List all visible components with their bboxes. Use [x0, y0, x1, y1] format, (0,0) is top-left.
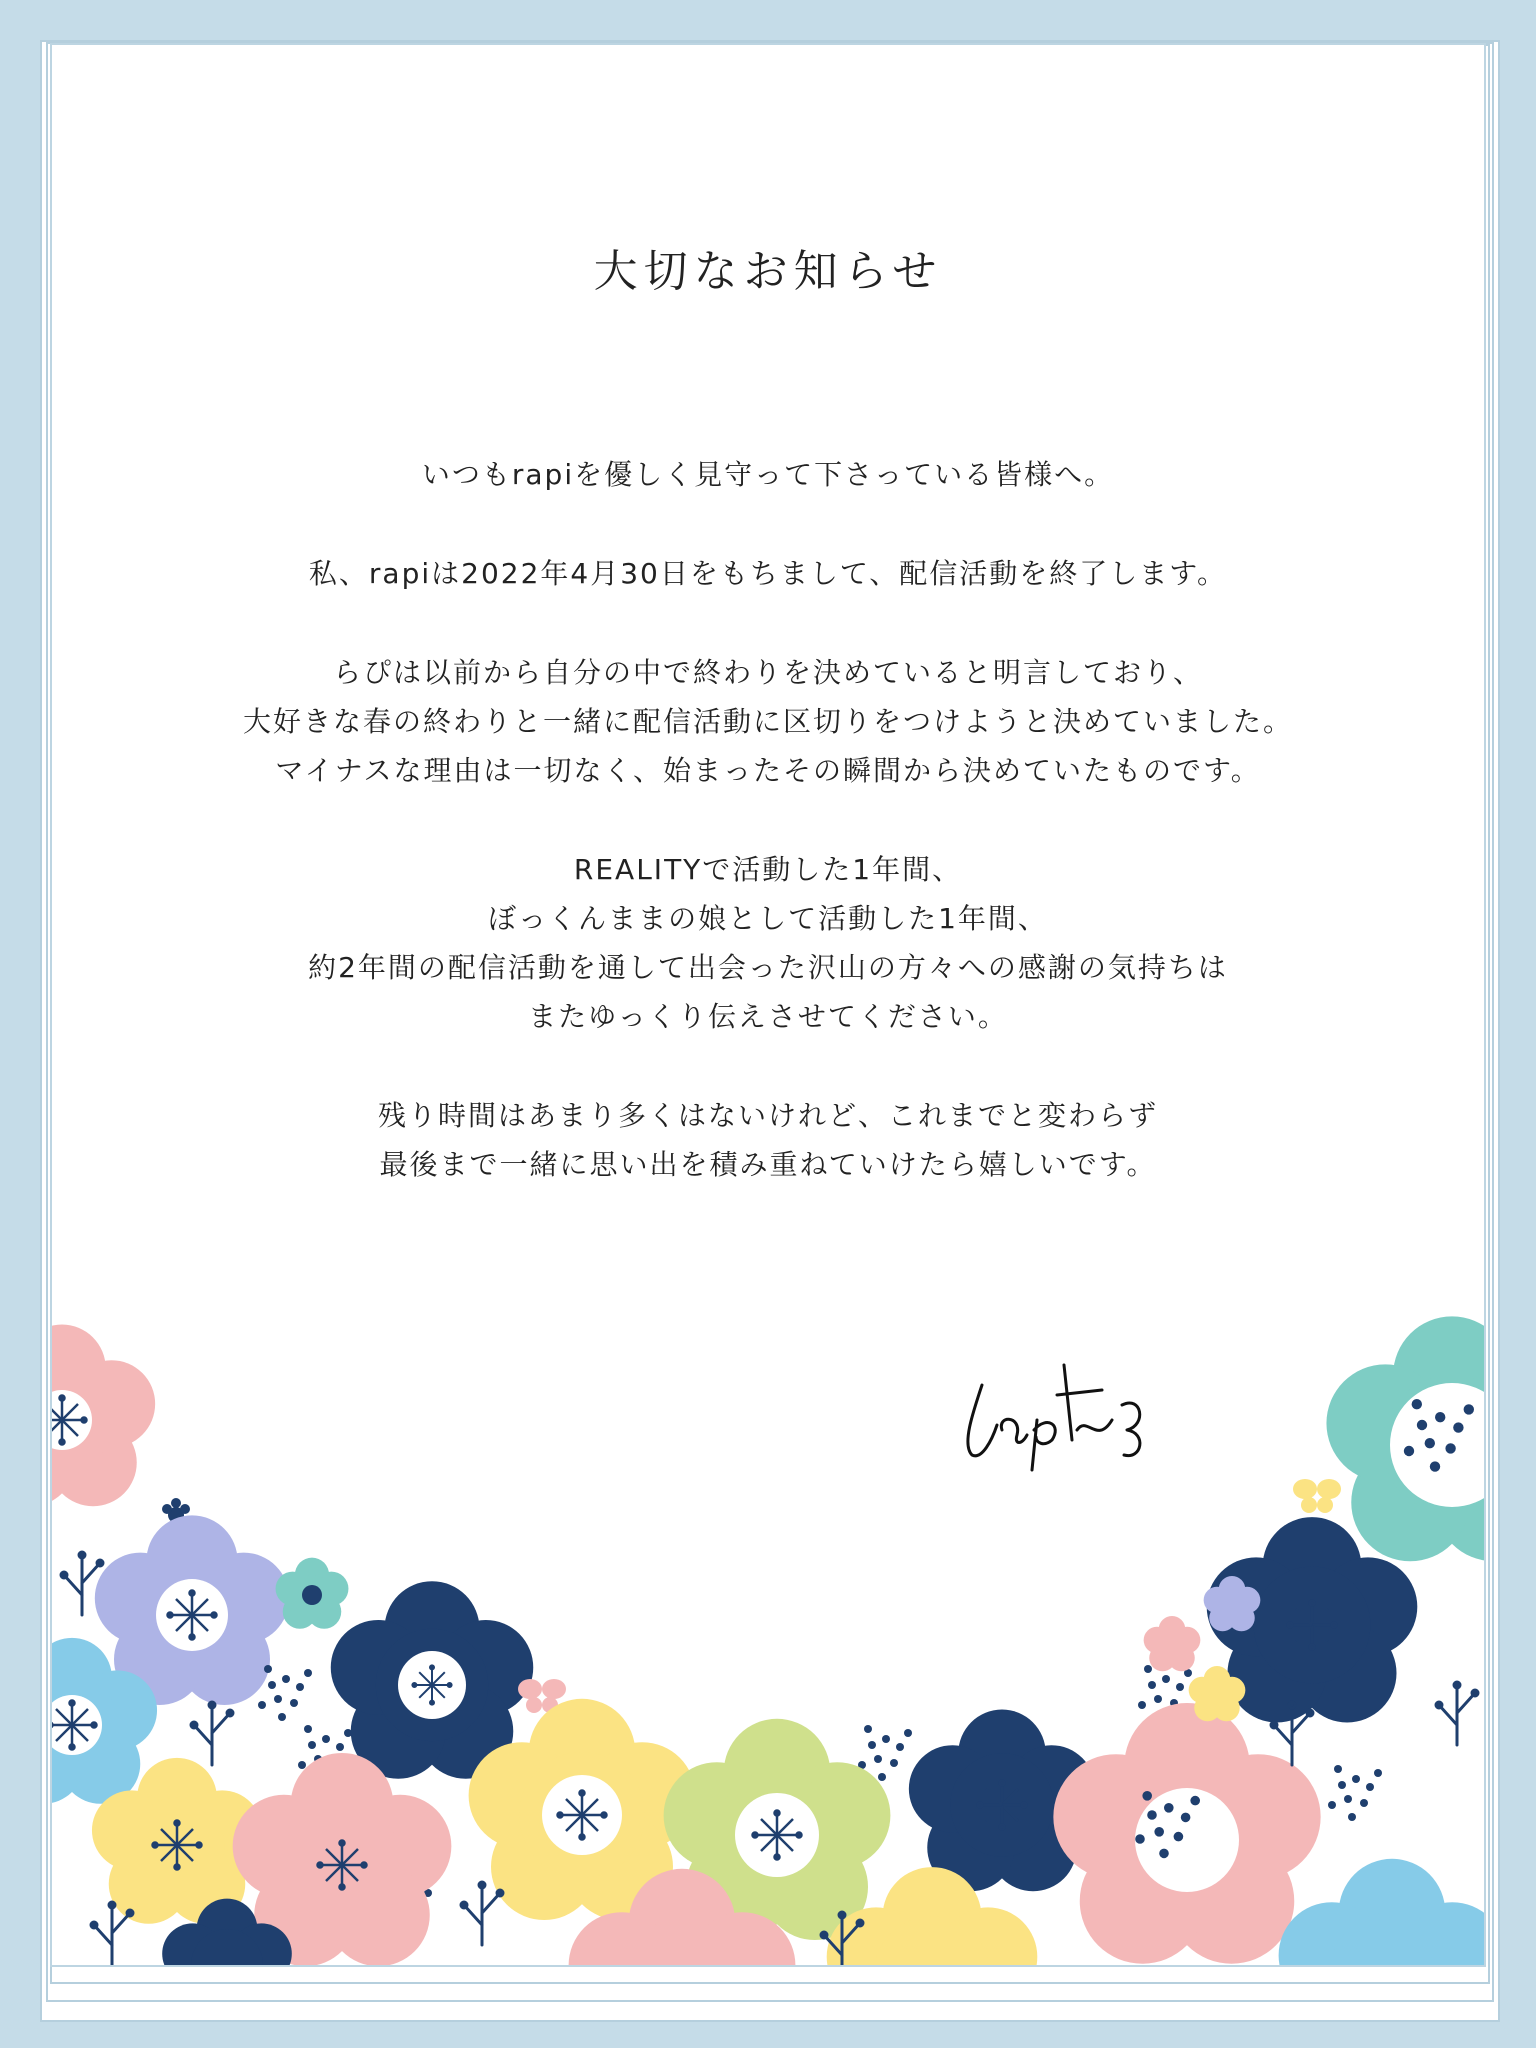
paragraph	[52, 549, 1484, 598]
letter-line: REALITYで活動した1年間、	[573, 853, 963, 886]
paragraph	[52, 845, 1484, 1041]
letter-line: ぼっくんままの娘として活動した1年間、	[488, 902, 1048, 935]
letter-paper	[52, 45, 1484, 1965]
letter-line: 残り時間はあまり多くはないけれど、これまでと変わらず	[377, 1099, 1158, 1132]
paragraph	[52, 1091, 1484, 1189]
signature-icon	[952, 1345, 1172, 1485]
flower-icon	[1279, 1859, 1484, 1965]
letter-line: マイナスな理由は一切なく、始まったその瞬間から決めていたものです。	[275, 754, 1261, 787]
letter-line: 最後まで一緒に思い出を積み重ねていけたら嬉しいです。	[379, 1148, 1157, 1181]
letter-line: いつもrapiを優しく見守って下さっている皆様へ。	[421, 458, 1115, 491]
butterfly-icon	[1293, 1479, 1341, 1513]
letter-line: 大好きな春の終わりと一緒に配信活動に区切りをつけようと決めていました。	[242, 705, 1293, 738]
letter-line: 約2年間の配信活動を通して出会った沢山の方々への感謝の気持ちは	[308, 951, 1228, 984]
letter-body	[52, 450, 1484, 1239]
paragraph	[52, 450, 1484, 499]
flower-icon	[1144, 1616, 1201, 1671]
paragraph	[52, 648, 1484, 795]
letter-line: らぴは以前から自分の中で終わりを決めていると明言しており、	[332, 656, 1203, 689]
letter-line: 私、rapiは2022年4月30日をもちまして、配信活動を終了します。	[308, 557, 1228, 590]
letter-line: またゆっくり伝えさせてください。	[528, 1000, 1008, 1033]
page-title: 大切なお知らせ	[593, 246, 943, 297]
